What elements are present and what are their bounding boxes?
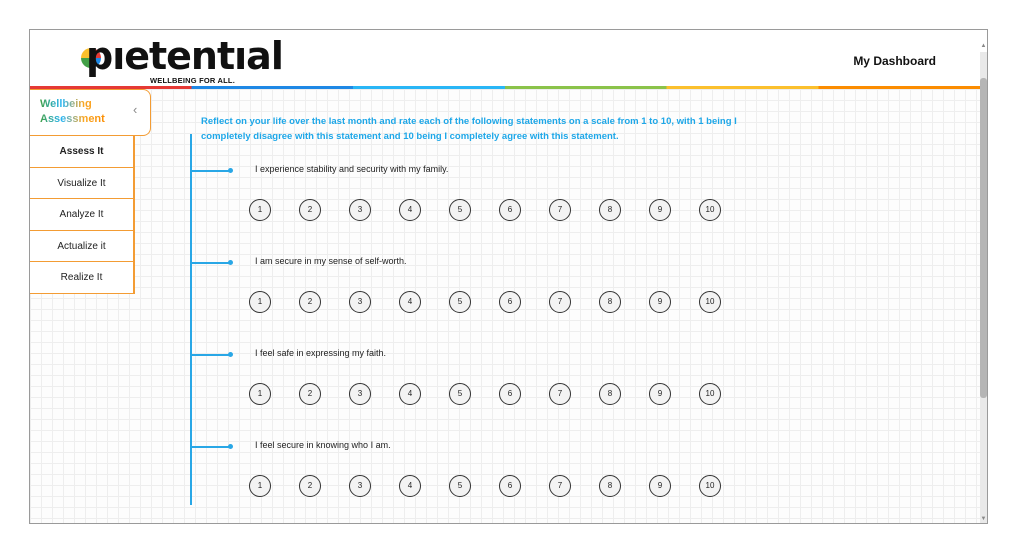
rating-option[interactable]: 8 [599,383,621,405]
rating-option[interactable]: 1 [249,383,271,405]
question-text: I am secure in my sense of self-worth. [255,256,407,266]
rating-option[interactable]: 1 [249,291,271,313]
rating-option[interactable]: 6 [499,383,521,405]
sidebar-item-analyze-it[interactable]: Analyze It [30,199,135,231]
sidebar-header [30,89,151,136]
app-frame [29,29,988,524]
logo-wordmark: pıetentıal [86,34,283,78]
rating-option[interactable]: 9 [649,199,671,221]
rating-option[interactable]: 3 [349,475,371,497]
sidebar-title: Wellbeing Assessment [40,98,105,125]
rating-option[interactable]: 8 [599,475,621,497]
question-item [191,161,791,221]
rating-option[interactable]: 5 [449,199,471,221]
rating-option[interactable]: 10 [699,199,721,221]
logo-tagline: WELLBEING FOR ALL. [150,76,235,85]
sidebar-item-visualize-it[interactable]: Visualize It [30,168,135,200]
rating-option[interactable]: 6 [499,475,521,497]
rating-option[interactable]: 1 [249,199,271,221]
scrollbar-thumb[interactable] [980,78,987,398]
rating-option[interactable]: 9 [649,383,671,405]
rating-option[interactable]: 9 [649,291,671,313]
rating-option[interactable]: 7 [549,383,571,405]
scroll-down-arrow-icon[interactable]: ▼ [980,516,987,522]
rating-option[interactable]: 8 [599,199,621,221]
assessment-instruction: Reflect on your life over the last month and rate each of the following statements on a scale from 1 to 10, with 1 being I completely disagree with this statement and 10 being I completely agree with this statement. [201,116,737,142]
vertical-scrollbar[interactable] [980,52,987,524]
sidebar-nav [30,136,135,294]
rating-option[interactable]: 10 [699,291,721,313]
sidebar-item-realize-it[interactable]: Realize It [30,262,135,294]
question-item [191,253,791,313]
rating-option[interactable]: 2 [299,383,321,405]
question-text: I feel secure in knowing who I am. [255,440,391,450]
rating-option[interactable]: 3 [349,291,371,313]
question-text: I feel safe in expressing my faith. [255,348,387,358]
collapse-chevron-icon[interactable]: ‹ [133,102,138,117]
my-dashboard-link[interactable]: My Dashboard [853,54,936,68]
logo[interactable] [78,34,283,86]
question-text: I experience stability and security with my family. [255,164,449,174]
rating-option[interactable]: 8 [599,291,621,313]
header [30,30,980,87]
main-content [30,89,980,524]
rating-option[interactable]: 2 [299,291,321,313]
sidebar-item-actualize-it[interactable]: Actualize it [30,231,135,263]
rating-option[interactable]: 5 [449,475,471,497]
rating-option[interactable]: 3 [349,383,371,405]
rating-option[interactable]: 4 [399,291,421,313]
rating-option[interactable]: 4 [399,475,421,497]
sidebar-item-assess-it[interactable]: Assess It [30,136,135,168]
rating-option[interactable]: 4 [399,199,421,221]
rating-option[interactable]: 7 [549,199,571,221]
rating-option[interactable]: 7 [549,291,571,313]
rating-option[interactable]: 2 [299,199,321,221]
scroll-up-arrow-icon[interactable]: ▲ [980,43,987,49]
rating-option[interactable]: 2 [299,475,321,497]
rating-option[interactable]: 4 [399,383,421,405]
rating-option[interactable]: 5 [449,383,471,405]
rating-option[interactable]: 9 [649,475,671,497]
rating-option[interactable]: 10 [699,383,721,405]
rating-option[interactable]: 10 [699,475,721,497]
rating-option[interactable]: 7 [549,475,571,497]
rating-option[interactable]: 6 [499,199,521,221]
rating-option[interactable]: 1 [249,475,271,497]
question-item [191,345,791,405]
rating-option[interactable]: 5 [449,291,471,313]
rating-option[interactable]: 6 [499,291,521,313]
rating-option[interactable]: 3 [349,199,371,221]
question-item [191,437,791,497]
